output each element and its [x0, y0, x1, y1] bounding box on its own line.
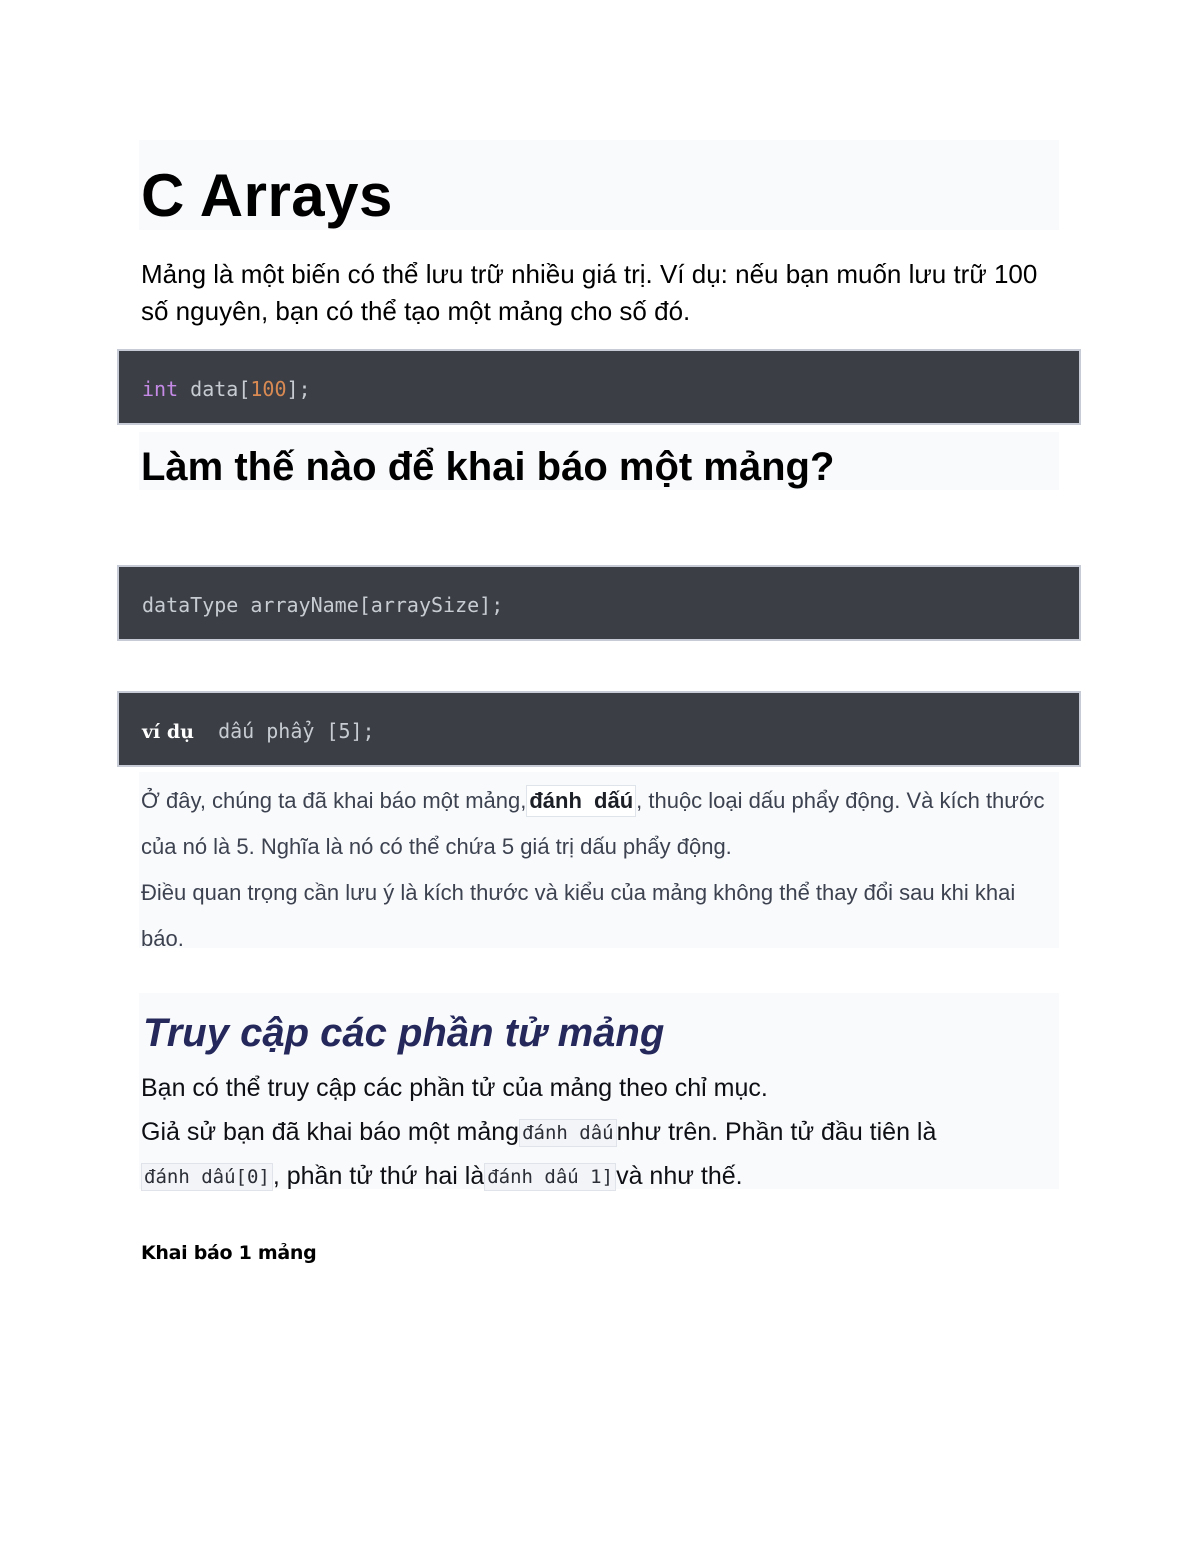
access-line-1: Bạn có thể truy cập các phần tử của mảng theo chỉ mục.: [141, 1074, 768, 1102]
code-identifier: data[: [178, 377, 251, 401]
explain-text: Ở đây, chúng ta đã khai báo một mảng,: [141, 788, 527, 813]
intro-paragraph: Mảng là một biến có thể lưu trữ nhiều giá trị. Ví dụ: nếu bạn muốn lưu trữ 100 số nguyên, bạn có thể tạo một mảng cho số đó.: [141, 259, 1038, 326]
heading-access-elements: Truy cập các phần tử mảng: [143, 1011, 665, 1055]
code-keyword: ví dụ: [142, 721, 194, 743]
access-line-2: [141, 1110, 1061, 1198]
code-keyword: int: [142, 377, 179, 401]
code-line: [142, 717, 375, 746]
access-text: , phần tử thứ hai là: [272, 1162, 485, 1190]
code-block-example: [117, 691, 1081, 767]
inline-code: đánh dấú[0]: [141, 1163, 273, 1191]
inline-code: đánh dấú 1]: [484, 1163, 616, 1191]
access-text: như trên. Phần tử đầu tiên là: [616, 1118, 937, 1146]
explain-text: , thuộc loại dấu phẩy động. Và kích thước của nó là 5. Nghĩa là nó có thể chứa 5 giá trị dấu phẩy động.: [141, 788, 1045, 859]
explain-section: [141, 778, 1056, 962]
code-number: 100: [250, 377, 287, 401]
code-block-int-data: [117, 349, 1081, 425]
heading-declare-array: Làm thế nào để khai báo một mảng?: [141, 445, 835, 489]
explain-paragraph-2: Điều quan trọng cần lưu ý là kích thước và kiểu của mảng không thể thay đổi sau khi khai báo.: [141, 880, 1016, 951]
code-line: dataType arrayName[arraySize];: [142, 593, 504, 617]
code-rest: dấú phẩỷ [5];: [193, 719, 375, 743]
access-section: [141, 1066, 1061, 1198]
section-caption: Khai báo 1 mảng: [141, 1242, 317, 1264]
access-text: và như thế.: [616, 1162, 743, 1190]
inline-code: đánh dấú: [519, 1119, 617, 1147]
code-line: [142, 375, 311, 403]
inline-code-mark: đánh dấú: [526, 785, 636, 817]
page-title: C Arrays: [141, 162, 393, 229]
code-block-syntax: [117, 565, 1081, 641]
explain-paragraph-1: [141, 778, 1056, 870]
code-end: ];: [286, 377, 311, 401]
access-text: Giả sử bạn đã khai báo một mảng: [141, 1118, 520, 1146]
